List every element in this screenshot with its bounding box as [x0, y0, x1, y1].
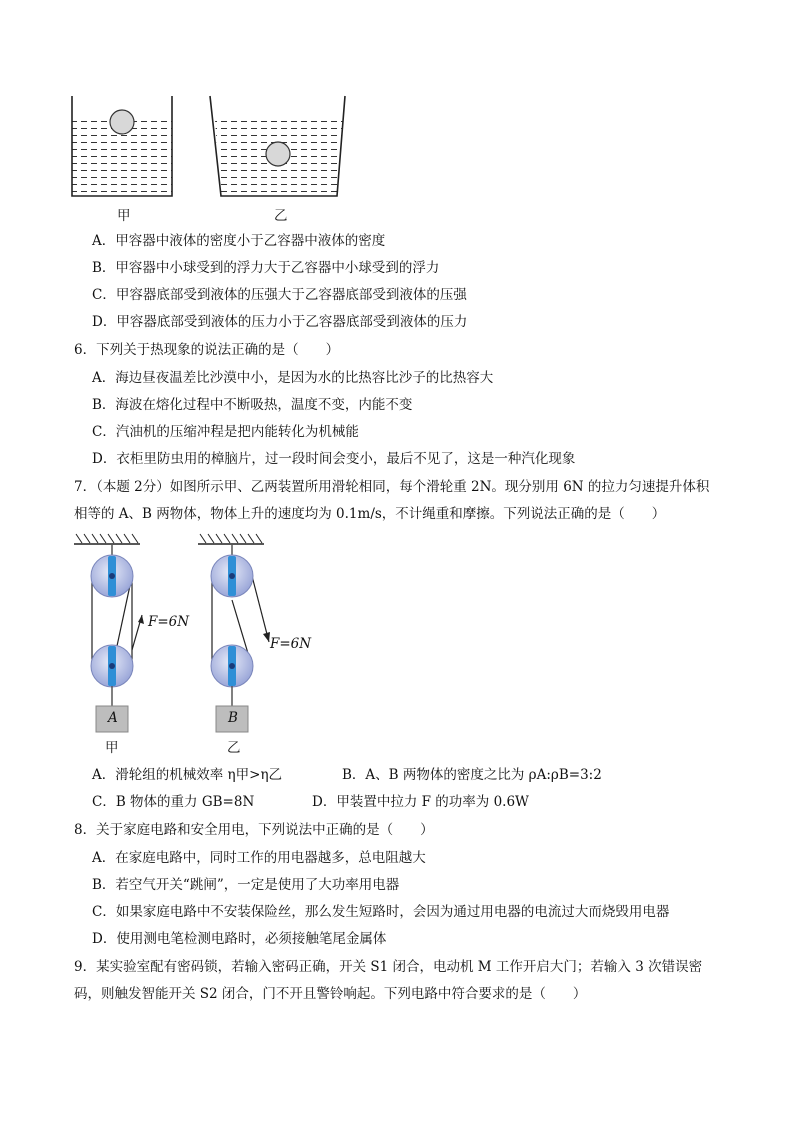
force-label-left: F=6N [148, 614, 190, 630]
q9-stem-line1: 9．某实验室配有密码锁，若输入密码正确，开关 S1 闭合，电动机 M 工作开启大门；若输入 3 次错误密 [74, 959, 703, 975]
right-pulley-system [198, 534, 270, 732]
block-a-label: A [108, 710, 118, 726]
q7-option-c: C．B 物体的重力 GB=8N [92, 794, 255, 810]
q6-option-b: B．海波在熔化过程中不断吸热，温度不变，内能不变 [92, 397, 413, 413]
q7-stem-line1: 7．（本题 2分）如图所示甲、乙两装置所用滑轮相同，每个滑轮重 2N。现分别用 6N 的拉力匀速提升体积 [74, 479, 710, 495]
q8-option-a: A．在家庭电路中，同时工作的用电器越多，总电阻越大 [92, 850, 426, 866]
q8-stem: 8．关于家庭电路和安全用电，下列说法中正确的是（ ） [74, 822, 434, 838]
containers-figure [60, 90, 360, 210]
q8-option-c: C．如果家庭电路中不安装保险丝，那么发生短路时，会因为通过用电器的电流过大而烧毁用电器 [92, 904, 670, 920]
q5-option-b: B．甲容器中小球受到的浮力大于乙容器中小球受到的浮力 [92, 260, 440, 276]
q6-option-c: C．汽油机的压缩冲程是把内能转化为机械能 [92, 424, 359, 440]
left-container-caption: 甲 [117, 208, 131, 224]
q5-option-c: C．甲容器底部受到液体的压强大于乙容器底部受到液体的压强 [92, 287, 467, 303]
q6-stem: 6．下列关于热现象的说法正确的是（ ） [74, 342, 340, 358]
q5-option-a: A．甲容器中液体的密度小于乙容器中液体的密度 [92, 233, 386, 249]
left-ball [110, 110, 134, 134]
q7-option-a: A．滑轮组的机械效率 η甲>η乙 [92, 767, 283, 783]
q9-stem-line2: 码，则触发智能开关 S2 闭合，门不开且警铃响起。下列电路中符合要求的是（ ） [74, 986, 587, 1002]
pulley-caption-left: 甲 [105, 740, 119, 756]
pulley-figure [70, 530, 330, 740]
q5-option-d: D．甲容器底部受到液体的压力小于乙容器底部受到液体的压力 [92, 314, 468, 330]
right-ball [266, 142, 290, 166]
q7-option-b: B．A、B 两物体的密度之比为 ρA:ρB=3:2 [342, 767, 602, 783]
pulley-caption-right: 乙 [227, 740, 241, 756]
left-pulley-system [74, 534, 144, 732]
force-label-right: F=6N [270, 636, 312, 652]
q7-option-d: D．甲装置中拉力 F 的功率为 0.6W [312, 794, 529, 810]
q8-option-b: B．若空气开关“跳闸”，一定是使用了大功率用电器 [92, 877, 400, 893]
right-container-caption: 乙 [274, 208, 288, 224]
q6-option-a: A．海边昼夜温差比沙漠中小，是因为水的比热容比沙子的比热容大 [92, 370, 494, 386]
q7-stem-line2: 相等的 A、B 两物体，物体上升的速度均为 0.1m/s，不计绳重和摩擦。下列说法正确的是（ ） [74, 506, 666, 522]
q6-option-d: D．衣柜里防虫用的樟脑片，过一段时间会变小，最后不见了，这是一种汽化现象 [92, 451, 576, 467]
block-b-label: B [228, 710, 238, 726]
q8-option-d: D．使用测电笔检测电路时，必须接触笔尾金属体 [92, 931, 387, 947]
